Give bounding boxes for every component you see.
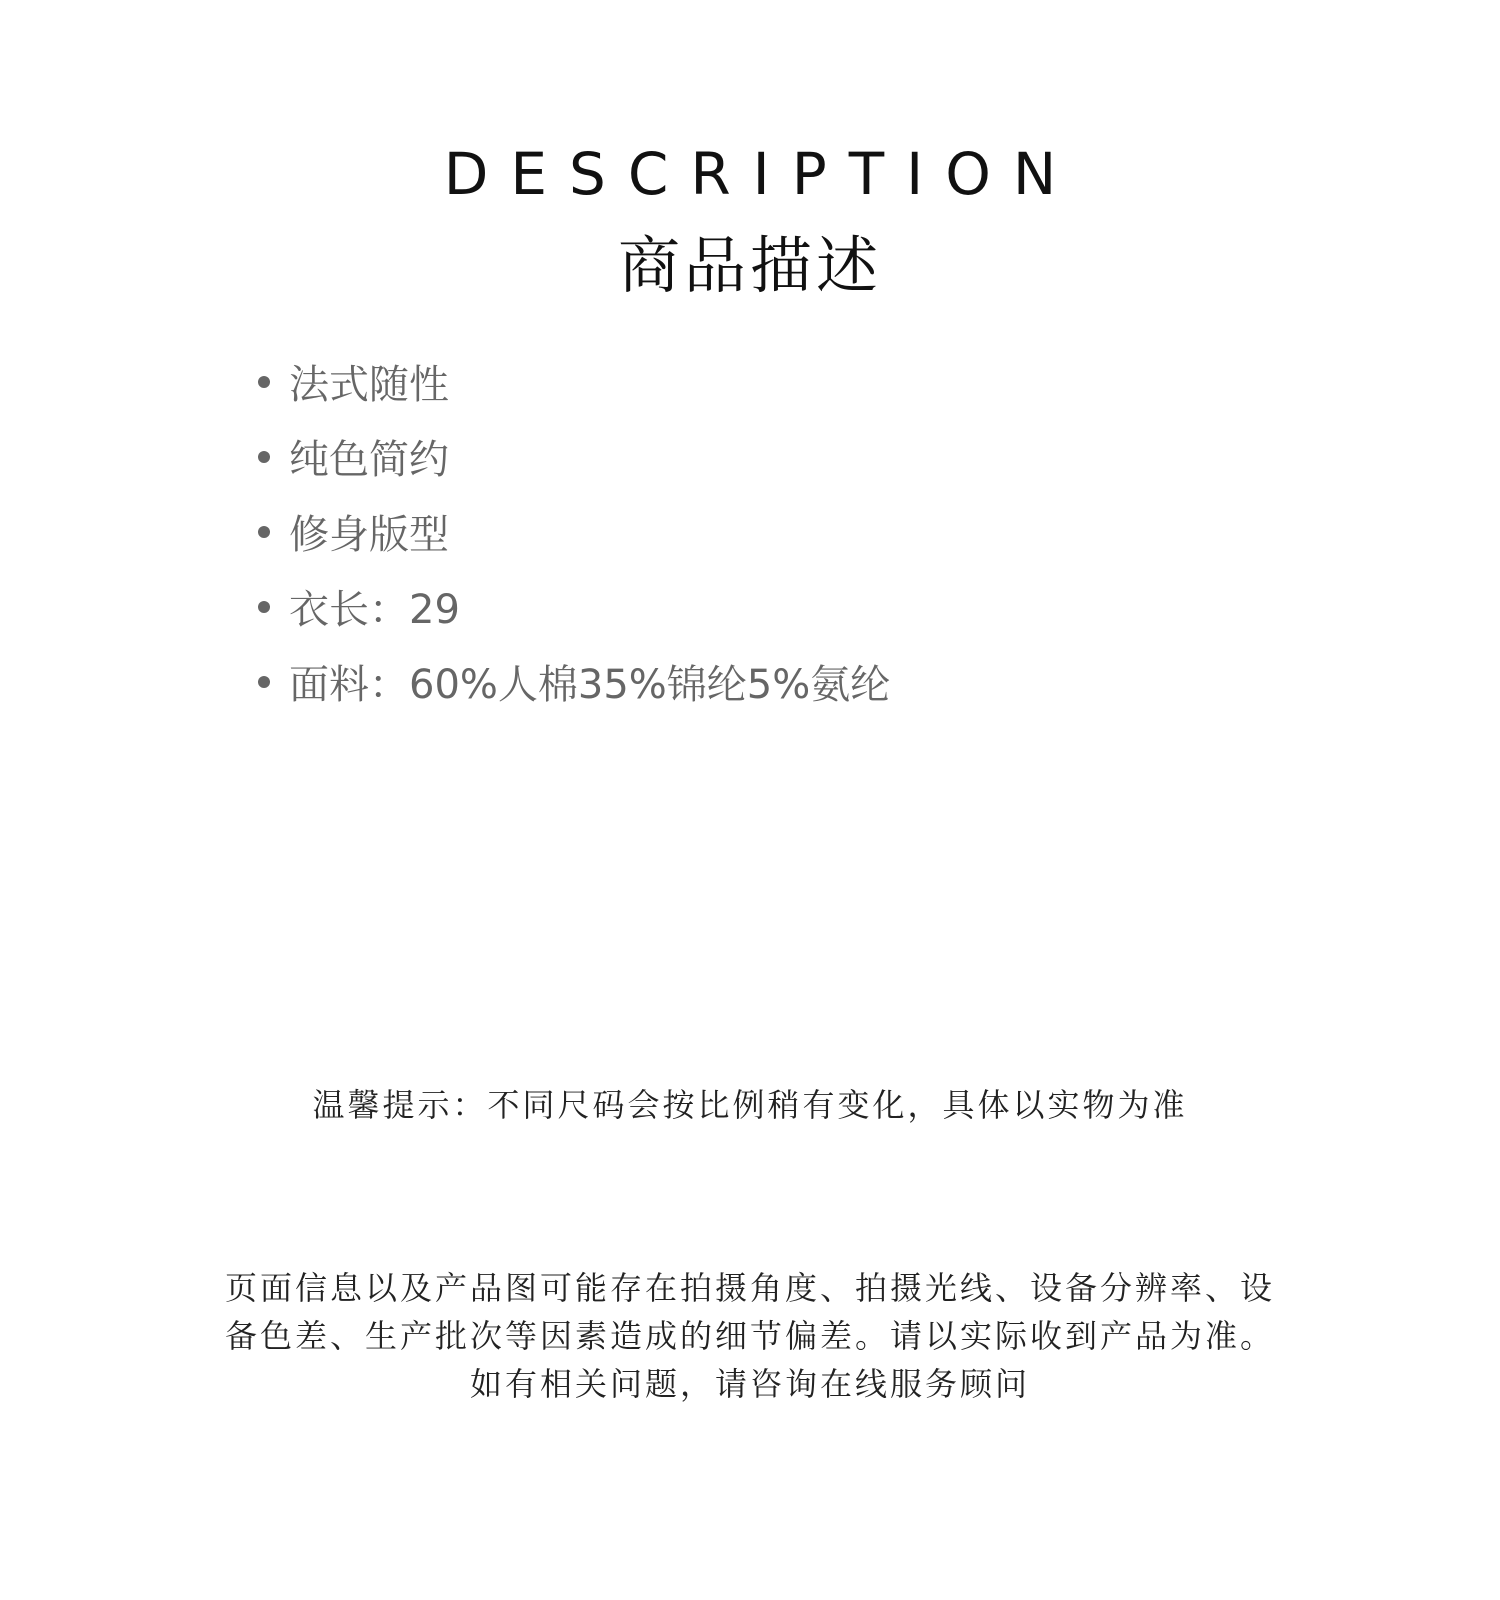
feature-item [258,644,890,719]
disclaimer-text [150,1264,1350,1408]
feature-list [258,344,890,719]
bullet-icon [258,376,270,388]
disclaimer-line: 如有相关问题，请咨询在线服务顾问 [469,1365,1030,1403]
warm-tip-text: 温馨提示：不同尺码会按比例稍有变化，具体以实物为准 [312,1086,1188,1124]
bullet-icon [258,676,270,688]
feature-text: 修身版型 [289,512,449,558]
feature-text: 法式随性 [289,362,449,408]
feature-item [258,569,890,644]
feature-item [258,419,890,494]
feature-item [258,494,890,569]
feature-item [258,344,890,419]
feature-text: 衣长：29 [289,587,460,633]
bullet-icon [258,526,270,538]
bullet-icon [258,601,270,613]
feature-text: 纯色简约 [289,437,449,483]
disclaimer-line: 页面信息以及产品图可能存在拍摄角度、拍摄光线、设备分辨率、设 [224,1269,1275,1307]
disclaimer-line: 备色差、生产批次等因素造成的细节偏差。请以实际收到产品为准。 [224,1317,1275,1355]
feature-text: 面料：60%人棉35%锦纶5%氨纶 [289,662,891,708]
bullet-icon [258,451,270,463]
section-title-chinese: 商品描述 [617,229,882,302]
section-title-english: DESCRIPTION [443,140,1079,208]
